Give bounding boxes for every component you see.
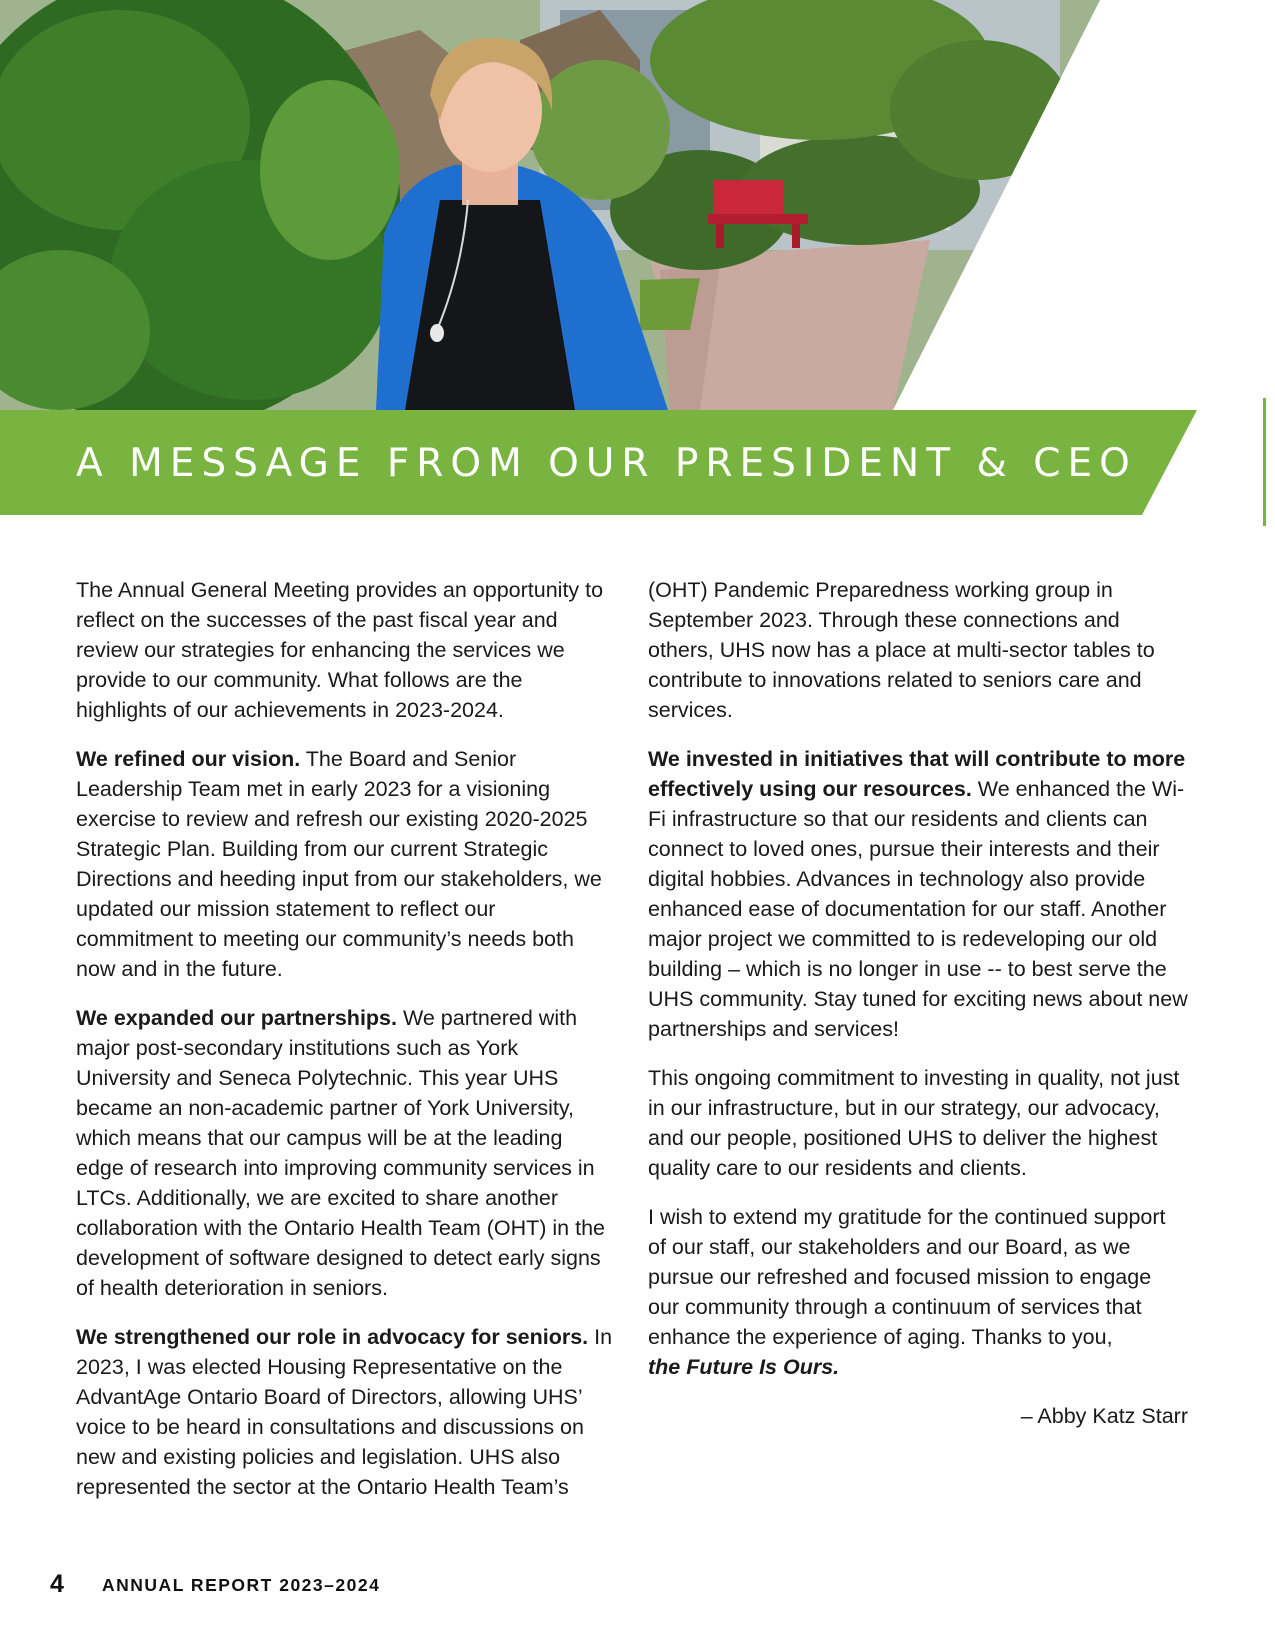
- signature: – Abby Katz Starr: [1020, 1404, 1188, 1428]
- left-column: [76, 575, 616, 1521]
- continuation-paragraph: (OHT) Pandemic Preparedness working group in September 2023. Through these connections and others, UHS now has a place at multi-sector tables to contribute to innovations related to seniors care and services.: [648, 578, 1155, 722]
- partnerships-lead: We expanded our partnerships.: [76, 1006, 397, 1030]
- advocacy-paragraph: [76, 1322, 616, 1502]
- intro-paragraph: The Annual General Meeting provides an opportunity to reflect on the successes of the past fiscal year and review our strategies for enhancing the services we provide to our community. What follows are the highlights of our achievements in 2023-2024.: [76, 578, 604, 722]
- gratitude-body: I wish to extend my gratitude for the continued support of our staff, our stakeholders and our Board, as we pursue our refreshed and focused mission to engage our community through a continuum of services that enhance the experience of aging. Thanks to you,: [648, 1205, 1166, 1349]
- advocacy-body: In 2023, I was elected Housing Representative on the AdvantAge Ontario Board of Directors, allowing UHS’ voice to be heard in consultations and discussions on new and existing policies and legislation. UHS also represented the sector at the Ontario Health Team’s: [76, 1325, 613, 1499]
- resources-lead: We invested in initiatives that will contribute to more effectively using our resources.: [648, 747, 1186, 801]
- vision-body: The Board and Senior Leadership Team met in early 2023 for a visioning exercise to review and refresh our existing 2020-2025 Strategic Plan. Building from our current Strategic Directions and heeding input from our stakeholders, we updated our mission statement to reflect our commitment to meeting our community’s needs both now and in the future.: [76, 747, 602, 981]
- commitment-paragraph: This ongoing commitment to investing in quality, not just in our infrastructure, but in our strategy, our advocacy, and our people, positioned UHS to deliver the highest quality care to our residents and clients.: [648, 1066, 1180, 1180]
- page-number: 4: [50, 1570, 64, 1598]
- resources-body: We enhanced the Wi-Fi infrastructure so that our residents and clients can connect to loved ones, pursue their interests and their digital hobbies. Advances in technology also provide enhanced ease of documentation for our staff. Another major project we committed to is redeveloping our old building – which is no longer in use -- to best serve the UHS community. Stay tuned for exciting news about new partnerships and services!: [648, 777, 1188, 1041]
- footer-label: ANNUAL REPORT 2023–2024: [102, 1575, 381, 1595]
- vision-paragraph: [76, 744, 616, 984]
- resources-paragraph: [648, 744, 1188, 1044]
- advocacy-lead: We strengthened our role in advocacy for seniors.: [76, 1325, 589, 1349]
- partnerships-paragraph: [76, 1003, 616, 1303]
- right-column: [648, 575, 1188, 1450]
- vision-lead: We refined our vision.: [76, 747, 301, 771]
- future-is-ours: the Future Is Ours.: [648, 1355, 840, 1379]
- page-title: A MESSAGE FROM OUR PRESIDENT & CEO: [76, 441, 1137, 486]
- hero-photo: [0, 0, 1275, 410]
- partnerships-body: We partnered with major post-secondary institutions such as York University and Seneca Polytechnic. This year UHS became an non-academic partner of York University, which means that our campus will be at the leading edge of research into improving community services in LTCs. Additionally, we are excited to share another collaboration with the Ontario Health Team (OHT) in the development of software designed to detect early signs of health deterioration in seniors.: [76, 1006, 605, 1300]
- gratitude-paragraph: [648, 1202, 1188, 1382]
- edge-accent-bar: [1263, 398, 1266, 526]
